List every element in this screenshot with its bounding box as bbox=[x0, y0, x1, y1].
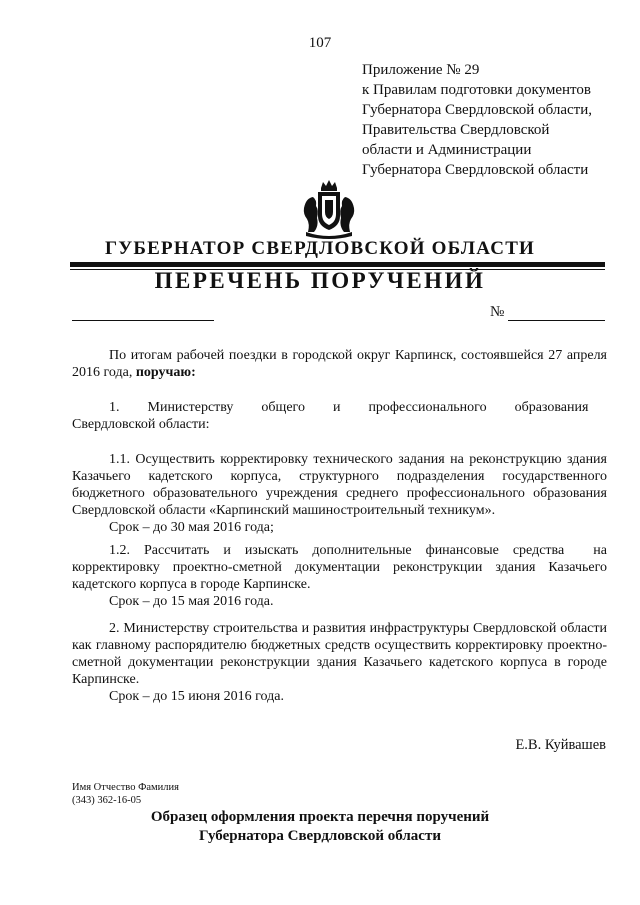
number-label: № bbox=[490, 304, 505, 320]
sample-caption bbox=[0, 808, 640, 846]
document-title: ПЕРЕЧЕНЬ ПОРУЧЕНИЙ bbox=[154, 268, 486, 293]
item-1-1-text: 1.1. Осуществить корректировку технического задания на реконструкцию здания Казачьего кадетского корпуса, структурного подразделения государственного бюджетного образовательного учреждения среднего профессионального образования Свердловской области «Карпинский машиностроительный техникум». bbox=[72, 452, 607, 518]
item-2-text: 2. Министерству строительства и развития инфраструктуры Свердловской области как главному распорядителю бюджетных средств осуществить корректировку проектно-сметной документации реконструкции здания Казачьего кадетского корпуса в городе Карпинске. bbox=[72, 621, 607, 687]
appendix-line: Приложение № 29 bbox=[362, 62, 480, 78]
date-field-line bbox=[72, 320, 214, 321]
organization-title: ГУБЕРНАТОР СВЕРДЛОВСКОЙ ОБЛАСТИ bbox=[104, 238, 536, 259]
caption-line: Губернатора Свердловской области bbox=[199, 828, 441, 844]
signer-name: Е.В. Куйвашев bbox=[515, 737, 606, 753]
contact-phone: (343) 362-16-05 bbox=[72, 795, 142, 806]
intro-text: По итогам рабочей поездки в городской округ Карпинск, состоявшейся 27 апреля 2016 года, bbox=[72, 348, 607, 380]
item-1-2 bbox=[72, 542, 607, 610]
contact-block bbox=[72, 781, 179, 807]
item-1-2-deadline: Срок – до 15 мая 2016 года. bbox=[109, 594, 274, 609]
page-number: 107 bbox=[308, 35, 332, 51]
item-1-2-text: 1.2. Рассчитать и изыскать дополнительные финансовые средства на корректировку проектно-сметной документации реконструкции здания Казачьего кадетского корпуса в городе Карпинске. bbox=[72, 543, 607, 592]
appendix-line: Правительства Свердловской bbox=[362, 122, 550, 138]
appendix-line: области и Администрации bbox=[362, 142, 532, 158]
item-1-text: 1. Министерству общего и профессионального образования Свердловской области: bbox=[72, 400, 589, 432]
appendix-line: Губернатора Свердловской области, bbox=[362, 102, 592, 118]
item-2-deadline: Срок – до 15 июня 2016 года. bbox=[109, 689, 284, 704]
caption-line: Образец оформления проекта перечня поручений bbox=[150, 809, 490, 825]
appendix-line: Губернатора Свердловской области bbox=[362, 162, 589, 178]
item-1 bbox=[72, 399, 607, 433]
appendix-note bbox=[362, 60, 632, 180]
item-1-1 bbox=[72, 451, 607, 536]
item-2 bbox=[72, 620, 607, 705]
coat-of-arms-icon bbox=[300, 178, 358, 240]
number-field-line bbox=[508, 320, 605, 321]
contact-name: Имя Отчество Фамилия bbox=[72, 782, 179, 793]
appendix-line: к Правилам подготовки документов bbox=[362, 82, 591, 98]
intro-paragraph bbox=[72, 347, 607, 381]
intro-bold: поручаю: bbox=[135, 365, 196, 380]
header-rule-thick bbox=[70, 262, 605, 267]
item-1-1-deadline: Срок – до 30 мая 2016 года; bbox=[109, 520, 274, 535]
